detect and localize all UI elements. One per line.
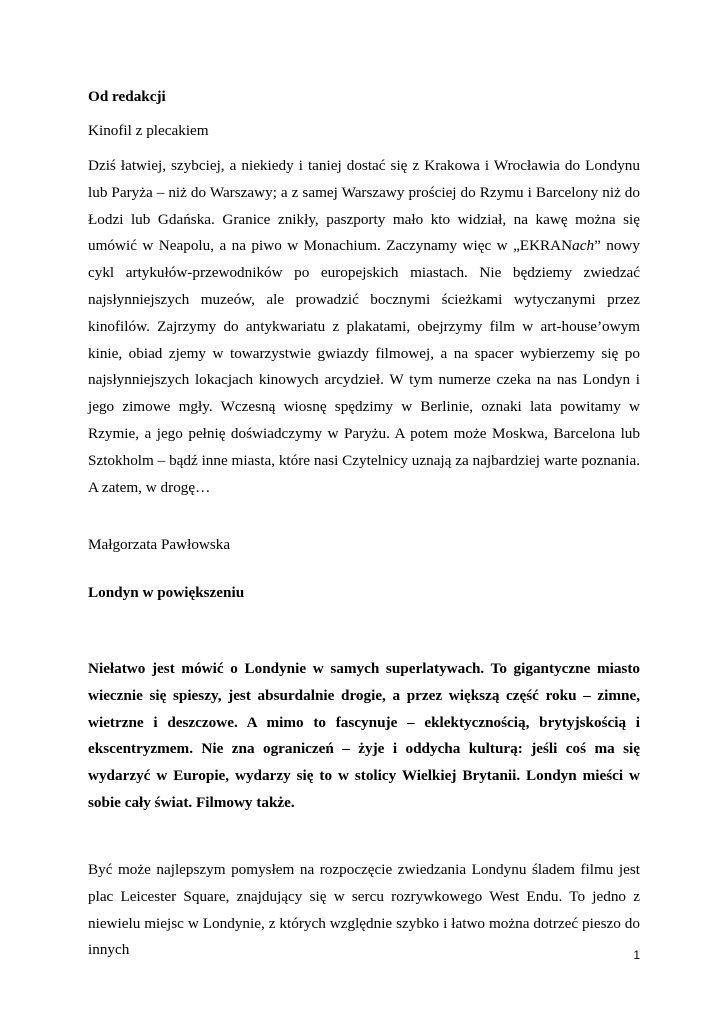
article-lead-paragraph: Niełatwo jest mówić o Londynie w samych superlatywach. To gigantyczne miasto wiecznie się spieszy, jest absurdalnie drogie, a przez większą część roku – zimne, wietrzne i deszczowe. A mimo to fascynuje – eklektycznością, brytyjskością i ekscentryzmem. Nie zna ograniczeń – żyje i oddycha kulturą: jeśli coś ma się wydarzyć w Europie, wydarzy się to w stolicy Wielkiej Brytanii. Londyn mieści w sobie cały świat. Filmowy także. — [88, 660, 640, 811]
intro-text-start: Dziś łatwiej, szybciej, a niekiedy i taniej dostać się z Krakowa i Wrocławia do Londynu lub Paryża – niż do Warszawy; a z samej Warszawy prościej do Rzymu i Barcelony niż do Łodzi lub Gdańska. Granice znikły, paszporty mało kto widział, na kawę można się umówić w Neapolu, a na piwo w Monachium. Zaczynamy więc w „EKRAN — [88, 157, 640, 255]
page-number: 1 — [633, 948, 640, 962]
editorial-heading: Od redakcji — [88, 88, 166, 105]
article-author: Małgorzata Pawłowska — [88, 536, 231, 553]
article-title: Londyn w powiększeniu — [88, 584, 245, 601]
editorial-subtitle: Kinofil z plecakiem — [88, 122, 209, 139]
article-body-paragraph: Być może najlepszym pomysłem na rozpoczęcie zwiedzania Londynu śladem filmu jest plac Leicester Square, znajdujący się w sercu rozrywkowego West Endu. To jedno z niewielu miejsc w Londynie, z których względnie szybko i łatwo można dotrzeć pieszo do innych — [88, 861, 640, 959]
intro-text-end: ” nowy cykl artykułów-przewodników po europejskich miastach. Nie będziemy zwiedzać najsłynniejszych muzeów, ale prowadzić bocznymi ścieżkami wytyczanymi przez kinofilów. Zajrzymy do antykwariatu z plakatami, obejrzymy film w art-house’owym kinie, obiad zjemy w towarzystwie gwiazdy filmowej, a na spacer wybierzemy się po najsłynniejszych lokacjach kinowych arcydzieł. W tym numerze czeka na nas Londyn i jego zimowe mgły. Wczesną wiosnę spędzimy w Berlinie, oznaki lata powitamy w Rzymie, a jego pełnię doświadczymy w Paryżu. A potem może Moskwa, Barcelona lub Sztokholm – bądź inne miasta, które nasi Czytelnicy uznają za najbardziej warte poznania. A zatem, w drogę… — [88, 237, 640, 496]
intro-text-italic: ach — [572, 237, 595, 255]
editorial-intro-paragraph — [88, 153, 640, 501]
